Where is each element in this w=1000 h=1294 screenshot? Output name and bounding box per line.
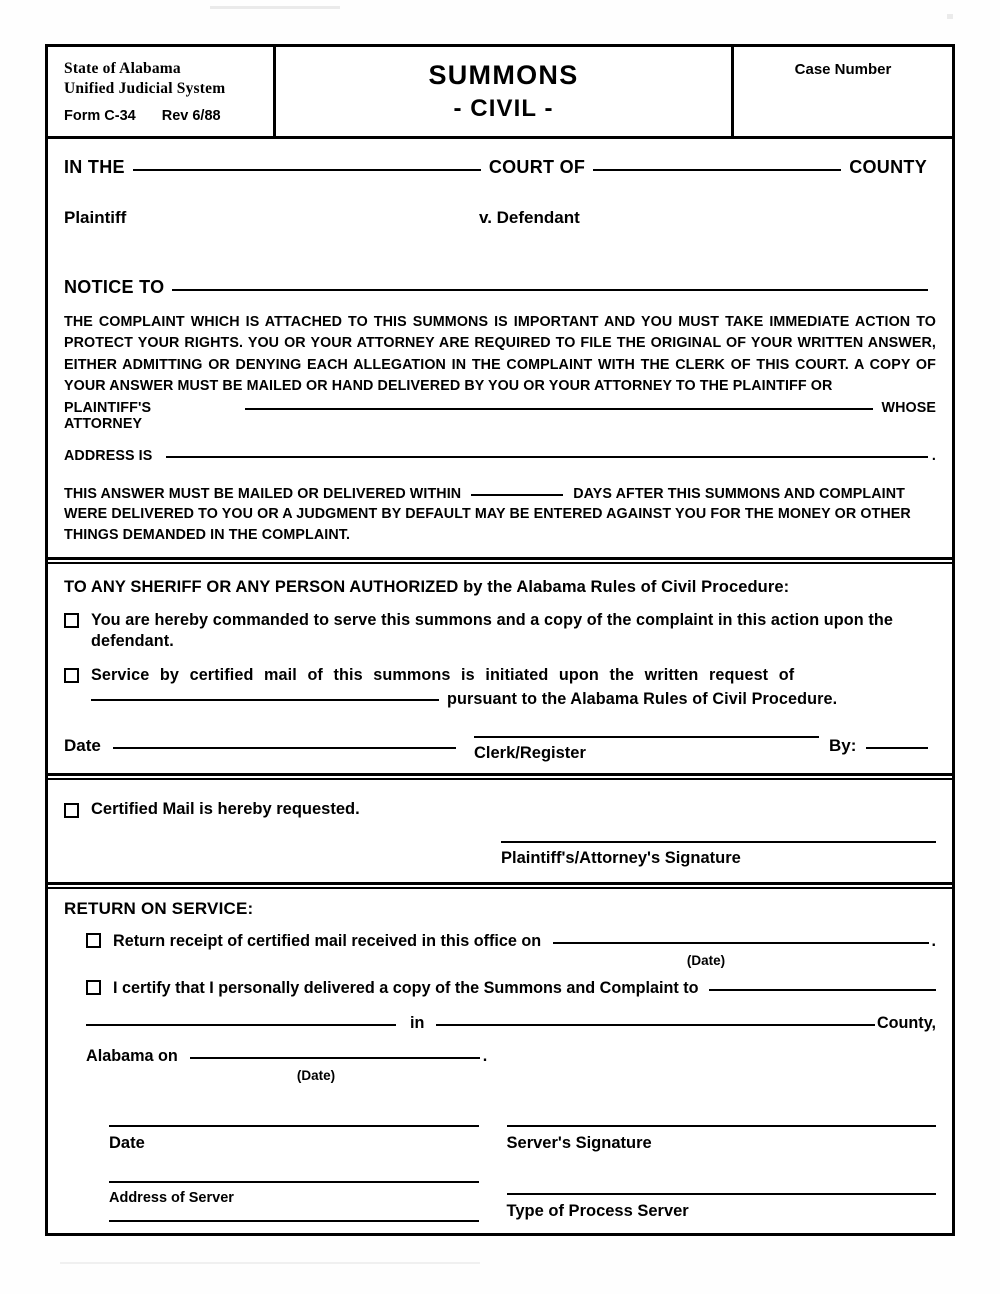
clerk-register-field[interactable] — [474, 736, 819, 738]
judicial-system-name: Unified Judicial System — [64, 79, 226, 97]
clerk-signature-row — [64, 736, 936, 763]
in-label: in — [410, 1014, 425, 1033]
court-name-field[interactable] — [133, 169, 481, 171]
notice-to-line — [64, 277, 936, 298]
sheriff-option-1[interactable] — [64, 610, 936, 653]
notice-section — [48, 267, 952, 557]
ros-alabama-row — [86, 1047, 936, 1066]
server-left-column — [109, 1125, 479, 1222]
answer-deadline-line — [64, 486, 936, 502]
ros-option-2[interactable] — [86, 978, 936, 998]
clerk-register-group — [474, 736, 819, 763]
checkbox-return-receipt[interactable] — [86, 933, 101, 948]
service-county-field[interactable] — [436, 1024, 875, 1026]
form-number: Form C-34 — [64, 108, 136, 124]
ros-option-1[interactable] — [86, 931, 936, 951]
ros-location-row — [86, 1014, 936, 1033]
certified-mail-requestor-field[interactable] — [91, 699, 439, 701]
case-number-label: Case Number — [794, 61, 892, 78]
clerk-date-group — [64, 736, 464, 756]
ros-option-1-period: . — [931, 932, 936, 951]
county-name-field[interactable] — [593, 169, 841, 171]
parties-line — [64, 208, 936, 228]
court-of-label: COURT OF — [488, 157, 586, 177]
return-receipt-date-field[interactable] — [553, 942, 928, 944]
address-period: . — [931, 447, 936, 464]
clerk-date-label: Date — [64, 736, 101, 756]
scan-artifact — [947, 14, 953, 19]
server-date-field[interactable] — [109, 1125, 479, 1127]
in-the-label: IN THE — [64, 157, 125, 177]
state-name: State of Alabama — [64, 60, 181, 77]
address-field[interactable] — [166, 456, 928, 458]
county-suffix-label: County, — [876, 1014, 936, 1033]
case-number-cell[interactable] — [734, 47, 952, 136]
server-date-label: Date — [109, 1134, 145, 1153]
notice-to-label: NOTICE TO — [64, 277, 165, 297]
server-signature-label: Server's Signature — [506, 1134, 652, 1153]
court-line — [64, 157, 936, 178]
checkbox-certified-mail-service[interactable] — [64, 668, 79, 683]
ros-option-1-label: Return receipt of certified mail received in this office on — [113, 932, 542, 951]
form-meta — [64, 108, 221, 124]
server-right-column — [507, 1125, 936, 1222]
certified-mail-request-row[interactable] — [64, 800, 936, 819]
summons-form — [45, 44, 955, 1236]
service-date-caption: (Date) — [296, 1068, 336, 1084]
section-divider — [48, 773, 952, 780]
address-line — [64, 448, 936, 464]
notice-paragraph: THE COMPLAINT WHICH IS ATTACHED TO THIS SUMMONS IS IMPORTANT AND YOU MUST TAKE IMMEDIATE ACTION TO PROTECT YOUR RIGHTS. YOU OR YOUR ATTORNEY ARE REQUIRED TO FILE THE ORIGINAL OF YOUR WRITTEN ANSWER, EITHER ADMITTING OR DENYING EACH ALLEGATION IN THE COMPLAINT WITH THE CLERK OF THIS COURT. A COPY OF YOUR ANSWER MUST BE MAILED OR HAND DELIVERED BY YOU OR YOUR ATTORNEY TO THE PLAINTIFF OR — [64, 314, 936, 395]
server-signature-section — [48, 1125, 952, 1222]
delivered-to-field[interactable] — [709, 989, 936, 991]
address-is-label: ADDRESS IS — [64, 447, 153, 464]
clerk-by-group — [829, 736, 936, 756]
sheriff-option-2-label: Service by certified mail of this summons is initiated upon the written request of — [91, 666, 795, 685]
ros-option-2-label: I certify that I personally delivered a copy of the Summons and Complaint to — [113, 979, 699, 998]
answer-within-label: THIS ANSWER MUST BE MAILED OR DELIVERED WITHIN — [64, 485, 462, 502]
plaintiff-signature-field[interactable] — [501, 841, 936, 843]
server-address-field[interactable] — [109, 1181, 479, 1183]
scan-artifact — [60, 1262, 480, 1264]
plaintiff-signature-group — [501, 841, 936, 868]
server-address-label: Address of Server — [109, 1190, 234, 1207]
clerk-register-caption: Clerk/Register — [474, 744, 586, 763]
sheriff-option-2[interactable] — [64, 665, 936, 710]
whose-label: WHOSE — [881, 399, 936, 416]
return-on-service-heading: RETURN ON SERVICE: — [64, 899, 254, 919]
server-signature-field[interactable] — [507, 1125, 936, 1127]
process-server-type-label: Type of Process Server — [506, 1202, 689, 1221]
section-divider — [48, 882, 952, 889]
header-agency-cell — [48, 47, 276, 136]
form-header — [48, 47, 952, 139]
county-label: COUNTY — [849, 157, 928, 177]
sheriff-section — [48, 564, 952, 774]
clerk-date-field[interactable] — [113, 747, 456, 749]
header-title-cell — [276, 47, 734, 136]
by-label: By: — [829, 736, 857, 756]
section-divider — [48, 557, 952, 564]
checkbox-serve-summons[interactable] — [64, 613, 79, 628]
plaintiff-signature-caption: Plaintiff's/Attorney's Signature — [501, 849, 741, 868]
server-address-field-line2[interactable] — [109, 1220, 479, 1222]
sheriff-heading: TO ANY SHERIFF OR ANY PERSON AUTHORIZED by the Alabama Rules of Civil Procedure: — [64, 577, 790, 596]
delivered-to-field-continued[interactable] — [86, 1024, 396, 1026]
by-field[interactable] — [866, 747, 928, 749]
scan-artifact — [210, 6, 340, 9]
page-subtitle: - CIVIL - — [453, 95, 554, 122]
service-date-field[interactable] — [190, 1057, 480, 1059]
court-and-parties-section — [48, 139, 952, 267]
return-on-service-section — [48, 889, 952, 1091]
sheriff-option-2-tail: pursuant to the Alabama Rules of Civil Procedure. — [447, 689, 838, 708]
days-after-label: DAYS AFTER THIS SUMMONS AND COMPLAINT — [573, 485, 905, 502]
checkbox-certified-mail-requested[interactable] — [64, 803, 79, 818]
defendant-label: v. Defendant — [479, 208, 580, 227]
plaintiffs-attorney-label: PLAINTIFF'S ATTORNEY — [64, 399, 152, 432]
sheriff-option-1-label: You are hereby commanded to serve this summons and a copy of the complaint in this action upon the defendant. — [91, 610, 893, 650]
certified-mail-request-label: Certified Mail is hereby requested. — [91, 800, 360, 819]
days-field[interactable] — [471, 494, 563, 496]
plaintiffs-attorney-field[interactable] — [245, 408, 873, 410]
alabama-on-label: Alabama on — [86, 1047, 178, 1066]
alabama-period: . — [482, 1047, 488, 1066]
form-revision: Rev 6/88 — [161, 108, 221, 124]
checkbox-personal-delivery[interactable] — [86, 980, 101, 995]
answer-deadline-paragraph: WERE DELIVERED TO YOU OR A JUDGMENT BY DEFAULT MAY BE ENTERED AGAINST YOU FOR THE MONEY OR OTHER THINGS DEMANDED IN THE COMPLAINT. — [64, 505, 911, 544]
attorney-line — [64, 400, 936, 432]
return-receipt-date-caption: (Date) — [686, 953, 726, 969]
page-title: SUMMONS — [428, 60, 579, 90]
notice-to-field[interactable] — [172, 289, 928, 291]
plaintiff-label: Plaintiff — [64, 208, 127, 227]
certified-mail-section — [48, 780, 952, 882]
process-server-type-field[interactable] — [507, 1193, 936, 1195]
